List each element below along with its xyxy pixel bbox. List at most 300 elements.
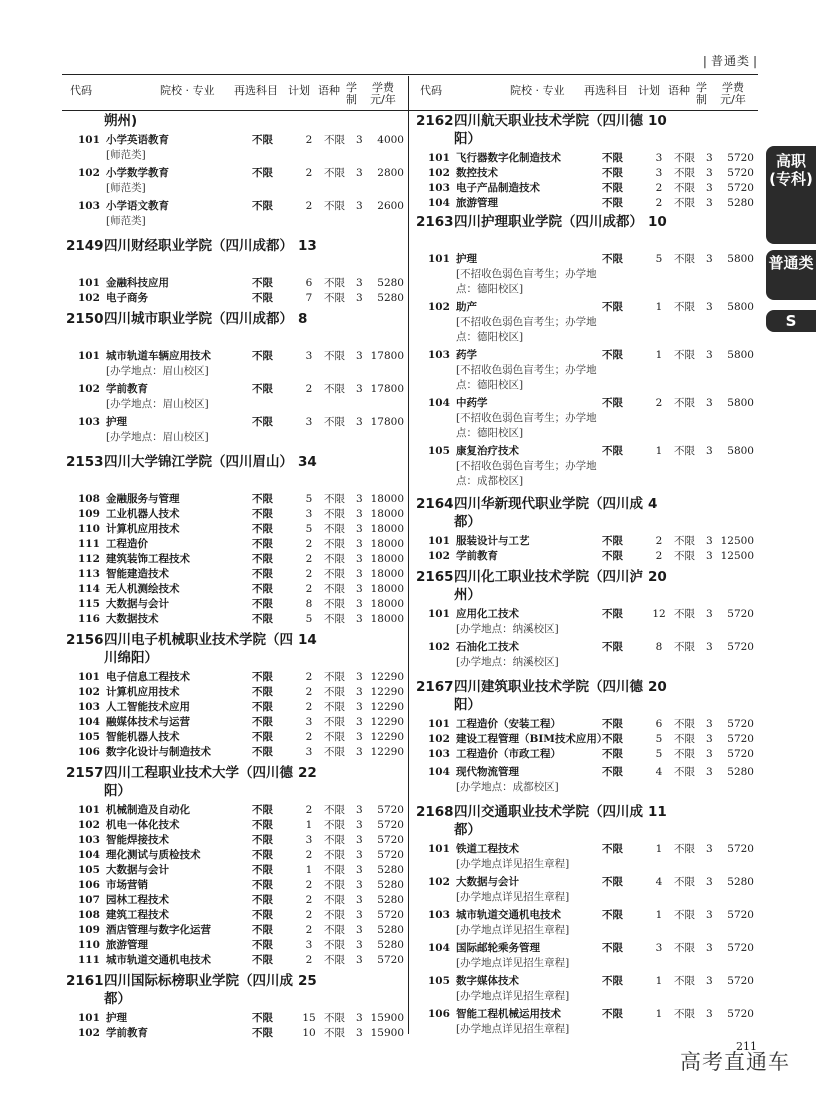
major-code: 103 [428, 909, 450, 921]
major-years: 3 [706, 253, 713, 265]
major-subject: 不限 [252, 686, 273, 698]
major-fee: 5720 [727, 748, 754, 760]
major-plan: 4 [655, 766, 663, 778]
major-years: 3 [356, 924, 363, 936]
major-language: 不限 [674, 876, 695, 888]
major-name: 护理 [456, 253, 477, 265]
major-years: 3 [356, 568, 363, 580]
major-subject: 不限 [252, 523, 273, 535]
major-years: 3 [706, 349, 713, 361]
major-row [416, 549, 754, 564]
major-name: 数字媒体技术 [456, 975, 519, 987]
major-row [416, 348, 754, 363]
major-code: 108 [78, 493, 100, 505]
major-years: 3 [356, 939, 363, 951]
major-name: 旅游管理 [456, 197, 498, 209]
major-name: 无人机测绘技术 [106, 583, 180, 595]
major-years: 3 [706, 641, 713, 653]
major-code: 116 [78, 613, 100, 625]
major-subject: 不限 [602, 942, 623, 954]
major-code: 103 [78, 416, 100, 428]
major-plan: 1 [655, 975, 663, 987]
major-language: 不限 [324, 746, 345, 758]
major-row [66, 863, 404, 878]
major-plan: 1 [655, 301, 663, 313]
institution-code: 2165 [416, 569, 454, 585]
major-subject: 不限 [602, 197, 623, 209]
major-plan: 5 [655, 733, 663, 745]
major-plan: 2 [655, 197, 663, 209]
major-row [66, 415, 404, 430]
major-subject: 不限 [252, 849, 273, 861]
major-code: 105 [78, 731, 100, 743]
major-language: 不限 [324, 493, 345, 505]
institution-name: 四川航天职业技术学院（四川德阳） [454, 113, 643, 147]
major-name: 市场营销 [106, 879, 148, 891]
major-subject: 不限 [252, 553, 273, 565]
major-subject: 不限 [252, 819, 273, 831]
major-fee: 18000 [370, 613, 404, 625]
tab-s[interactable]: S [766, 310, 816, 332]
major-plan: 1 [655, 1008, 663, 1020]
major-fee: 18000 [370, 508, 404, 520]
major-name: 石油化工技术 [456, 641, 519, 653]
major-years: 3 [706, 608, 713, 620]
major-years: 3 [356, 277, 363, 289]
major-code: 103 [78, 834, 100, 846]
major-fee: 5720 [727, 1008, 754, 1020]
major-subject: 不限 [602, 748, 623, 760]
major-row [416, 640, 754, 655]
major-years: 3 [356, 167, 363, 179]
major-row [66, 730, 404, 745]
major-name: 国际邮轮乘务管理 [456, 942, 540, 954]
major-years: 3 [356, 350, 363, 362]
major-years: 3 [706, 301, 713, 313]
major-fee: 5720 [377, 909, 404, 921]
major-plan: 3 [655, 152, 663, 164]
major-language: 不限 [324, 894, 345, 906]
major-language: 不限 [324, 538, 345, 550]
major-plan: 1 [655, 349, 663, 361]
major-fee: 5720 [377, 954, 404, 966]
major-code: 102 [428, 733, 450, 745]
major-plan: 1 [305, 819, 313, 831]
major-code: 101 [428, 843, 450, 855]
header-school: 院校 · 专业 [160, 84, 215, 97]
institution-heading [66, 631, 404, 667]
major-plan: 2 [305, 954, 313, 966]
major-plan: 2 [655, 397, 663, 409]
major-note: [师范类] [106, 215, 146, 227]
major-name: 数控技术 [456, 167, 498, 179]
major-code: 114 [78, 583, 100, 595]
side-tabs [760, 146, 816, 332]
institution-plan: 25 [298, 973, 317, 989]
header-rule [62, 110, 758, 111]
major-years: 3 [356, 909, 363, 921]
header-years: 学制 [696, 81, 707, 106]
major-subject: 不限 [602, 182, 623, 194]
major-code: 101 [78, 277, 100, 289]
major-note: [办学地点：眉山校区] [106, 431, 209, 443]
major-language: 不限 [674, 1008, 695, 1020]
major-plan: 5 [305, 613, 313, 625]
major-subject: 不限 [252, 909, 273, 921]
institution-plan: 10 [648, 113, 667, 129]
institution-name: 四川城市职业学院（四川成都） [104, 311, 293, 327]
major-language: 不限 [324, 804, 345, 816]
major-plan: 5 [655, 253, 663, 265]
institution-heading [416, 678, 754, 714]
header-subject: 再选科目 [234, 84, 278, 97]
major-fee: 5720 [727, 182, 754, 194]
major-fee: 5720 [377, 849, 404, 861]
institution-group [416, 568, 754, 670]
institution-plan: 14 [298, 632, 317, 648]
major-code: 105 [428, 975, 450, 987]
major-fee: 5720 [727, 152, 754, 164]
major-language: 不限 [674, 975, 695, 987]
major-subject: 不限 [252, 671, 273, 683]
major-language: 不限 [674, 942, 695, 954]
major-subject: 不限 [252, 746, 273, 758]
major-language: 不限 [674, 766, 695, 778]
institution-heading [416, 213, 754, 249]
major-name: 电子商务 [106, 292, 148, 304]
major-row [66, 938, 404, 953]
institution-code: 2167 [416, 679, 454, 695]
major-code: 104 [78, 716, 100, 728]
major-fee: 12290 [370, 671, 404, 683]
major-subject: 不限 [252, 954, 273, 966]
major-subject: 不限 [252, 1012, 273, 1024]
major-subject: 不限 [252, 134, 273, 146]
major-language: 不限 [324, 167, 345, 179]
page-number: 211 [736, 1040, 757, 1053]
major-row [416, 974, 754, 989]
major-plan: 3 [305, 350, 313, 362]
major-row [416, 196, 754, 211]
major-name: 机械制造及自动化 [106, 804, 190, 816]
major-fee: 5720 [727, 641, 754, 653]
header-lang: 语种 [318, 84, 340, 97]
major-years: 3 [356, 292, 363, 304]
major-language: 不限 [674, 182, 695, 194]
major-years: 3 [706, 876, 713, 888]
major-row [416, 166, 754, 181]
institution-heading [416, 495, 754, 531]
major-plan: 2 [305, 200, 313, 212]
major-fee: 5280 [377, 924, 404, 936]
major-years: 3 [706, 550, 713, 562]
major-code: 107 [78, 894, 100, 906]
major-fee: 12500 [720, 550, 754, 562]
major-code: 101 [428, 152, 450, 164]
institution-heading [416, 803, 754, 839]
major-name: 工程造价（市政工程） [456, 748, 561, 760]
major-row [416, 151, 754, 166]
major-plan: 8 [655, 641, 663, 653]
major-years: 3 [356, 849, 363, 861]
institution-code: 2150 [66, 311, 104, 327]
major-code: 101 [78, 804, 100, 816]
major-note: [办学地点详见招生章程] [456, 1023, 570, 1035]
major-row [66, 715, 404, 730]
major-language: 不限 [324, 383, 345, 395]
major-row [416, 842, 754, 857]
major-plan: 3 [305, 508, 313, 520]
major-row [416, 396, 754, 411]
major-plan: 5 [305, 493, 313, 505]
major-plan: 2 [655, 182, 663, 194]
major-note: [不招收色弱色盲考生；办学地点：德阳校区] [456, 364, 597, 391]
major-plan: 6 [305, 277, 313, 289]
tab-vocational[interactable]: 高职(专科) [766, 146, 816, 244]
major-note: [师范类] [106, 182, 146, 194]
institution-code: 2156 [66, 632, 104, 648]
major-plan: 3 [305, 716, 313, 728]
major-plan: 1 [655, 909, 663, 921]
major-note: [办学地点：眉山校区] [106, 398, 209, 410]
major-fee: 5280 [377, 879, 404, 891]
major-years: 3 [356, 538, 363, 550]
major-code: 101 [78, 134, 100, 146]
major-code: 102 [428, 641, 450, 653]
major-language: 不限 [324, 731, 345, 743]
institution-heading [416, 568, 754, 604]
major-name: 康复治疗技术 [456, 445, 519, 457]
major-row [416, 941, 754, 956]
header-lang: 语种 [668, 84, 690, 97]
major-years: 3 [706, 909, 713, 921]
major-name: 小学语文教育 [106, 200, 169, 212]
major-years: 3 [356, 200, 363, 212]
major-language: 不限 [324, 277, 345, 289]
major-note: [不招收色弱色盲考生；办学地点：德阳校区] [456, 268, 597, 295]
major-years: 3 [356, 954, 363, 966]
major-language: 不限 [674, 397, 695, 409]
institution-name: 四川工程职业技术大学（四川德阳） [104, 765, 293, 799]
major-name: 智能焊接技术 [106, 834, 169, 846]
major-years: 3 [356, 523, 363, 535]
major-name: 建设工程管理（BIM技术应用） [456, 733, 608, 745]
institution-name: 四川化工职业技术学院（四川泸州） [454, 569, 643, 603]
major-subject: 不限 [252, 416, 273, 428]
major-fee: 5720 [377, 804, 404, 816]
major-row [66, 522, 404, 537]
major-row [66, 803, 404, 818]
institution-name: 四川护理职业学院（四川成都） [454, 214, 643, 230]
major-code: 103 [78, 701, 100, 713]
major-years: 3 [356, 686, 363, 698]
major-years: 3 [706, 197, 713, 209]
institution-group [66, 972, 404, 1041]
major-language: 不限 [674, 349, 695, 361]
major-plan: 2 [655, 550, 663, 562]
major-row [416, 181, 754, 196]
major-note: [不招收色弱色盲考生；办学地点：成都校区] [456, 460, 597, 487]
major-language: 不限 [324, 939, 345, 951]
major-years: 3 [356, 1027, 363, 1039]
major-subject: 不限 [252, 583, 273, 595]
major-code: 102 [78, 686, 100, 698]
major-language: 不限 [324, 523, 345, 535]
major-subject: 不限 [602, 167, 623, 179]
major-code: 103 [428, 748, 450, 760]
major-name: 融媒体技术与运营 [106, 716, 190, 728]
major-subject: 不限 [602, 843, 623, 855]
major-language: 不限 [674, 253, 695, 265]
major-plan: 1 [655, 843, 663, 855]
major-row [416, 607, 754, 622]
major-code: 110 [78, 523, 100, 535]
major-language: 不限 [324, 1027, 345, 1039]
major-fee: 4000 [377, 134, 404, 146]
major-fee: 12500 [720, 535, 754, 547]
major-years: 3 [356, 598, 363, 610]
major-subject: 不限 [602, 1008, 623, 1020]
major-fee: 5280 [727, 197, 754, 209]
major-language: 不限 [324, 200, 345, 212]
major-subject: 不限 [602, 766, 623, 778]
major-fee: 17800 [370, 350, 404, 362]
major-fee: 5720 [727, 975, 754, 987]
major-fee: 5280 [727, 766, 754, 778]
major-years: 3 [706, 766, 713, 778]
major-code: 106 [78, 746, 100, 758]
major-name: 学前教育 [456, 550, 498, 562]
major-fee: 12290 [370, 731, 404, 743]
major-fee: 18000 [370, 523, 404, 535]
major-row [416, 717, 754, 732]
major-language: 不限 [324, 350, 345, 362]
major-fee: 5800 [727, 445, 754, 457]
major-fee: 18000 [370, 553, 404, 565]
major-note: [师范类] [106, 149, 146, 161]
major-subject: 不限 [252, 924, 273, 936]
major-name: 计算机应用技术 [106, 523, 180, 535]
major-name: 园林工程技术 [106, 894, 169, 906]
major-years: 3 [706, 152, 713, 164]
major-name: 小学数学教育 [106, 167, 169, 179]
major-note: [办学地点详见招生章程] [456, 858, 570, 870]
major-code: 101 [428, 535, 450, 547]
major-row [66, 670, 404, 685]
major-name: 酒店管理与数字化运营 [106, 924, 211, 936]
institution-name: 四川国际标榜职业学院（四川成都） [104, 973, 293, 1007]
major-row [66, 552, 404, 567]
major-plan: 2 [305, 909, 313, 921]
major-code: 101 [428, 718, 450, 730]
major-row [66, 582, 404, 597]
major-subject: 不限 [602, 641, 623, 653]
major-fee: 5720 [377, 819, 404, 831]
major-language: 不限 [674, 535, 695, 547]
major-subject: 不限 [252, 731, 273, 743]
major-code: 101 [78, 1012, 100, 1024]
major-language: 不限 [674, 608, 695, 620]
major-name: 数字化设计与制造技术 [106, 746, 211, 758]
major-plan: 2 [305, 804, 313, 816]
major-subject: 不限 [602, 152, 623, 164]
institution-name: 四川电子机械职业技术学院（四川绵阳） [104, 632, 293, 666]
major-code: 111 [78, 954, 100, 966]
major-plan: 3 [655, 167, 663, 179]
major-fee: 5720 [727, 942, 754, 954]
major-language: 不限 [674, 718, 695, 730]
major-plan: 3 [305, 834, 313, 846]
header-years: 学制 [346, 81, 357, 106]
major-plan: 2 [305, 894, 313, 906]
major-fee: 15900 [370, 1027, 404, 1039]
header-code: 代码 [70, 84, 92, 97]
major-row [416, 444, 754, 459]
column-divider [408, 76, 409, 1034]
major-years: 3 [356, 1012, 363, 1024]
major-subject: 不限 [252, 939, 273, 951]
major-fee: 5800 [727, 397, 754, 409]
major-name: 大数据与会计 [106, 864, 169, 876]
major-language: 不限 [324, 686, 345, 698]
major-name: 护理 [106, 416, 127, 428]
major-years: 3 [356, 746, 363, 758]
major-language: 不限 [674, 843, 695, 855]
major-years: 3 [356, 894, 363, 906]
major-row [66, 133, 404, 148]
major-subject: 不限 [252, 701, 273, 713]
major-note: [办学地点：纳溪校区] [456, 656, 559, 668]
major-fee: 5720 [727, 167, 754, 179]
institution-plan: 22 [298, 765, 317, 781]
major-plan: 10 [302, 1027, 316, 1039]
major-code: 105 [78, 864, 100, 876]
major-fee: 5280 [377, 864, 404, 876]
institution-name: 四川华新现代职业学院（四川成都） [454, 496, 643, 530]
institution-plan: 20 [648, 679, 667, 695]
major-code: 106 [428, 1008, 450, 1020]
major-row [66, 597, 404, 612]
institution-code: 2149 [66, 238, 104, 254]
major-row [416, 300, 754, 315]
major-name: 人工智能技术应用 [106, 701, 190, 713]
major-name: 小学英语教育 [106, 134, 169, 146]
tab-general[interactable]: 普通类 [766, 250, 816, 300]
major-subject: 不限 [602, 397, 623, 409]
major-subject: 不限 [252, 894, 273, 906]
major-language: 不限 [324, 1012, 345, 1024]
major-name: 旅游管理 [106, 939, 148, 951]
major-row [416, 765, 754, 780]
major-language: 不限 [674, 301, 695, 313]
major-name: 应用化工技术 [456, 608, 519, 620]
institution-code: 2162 [416, 113, 454, 129]
major-row [66, 953, 404, 968]
major-fee: 5280 [377, 277, 404, 289]
major-name: 建筑装饰工程技术 [106, 553, 190, 565]
institution-heading [66, 112, 404, 130]
category-label: | 普通类 | [703, 52, 758, 69]
institution-heading [416, 112, 754, 148]
major-name: 电子产品制造技术 [456, 182, 540, 194]
institution-code: 2157 [66, 765, 104, 781]
major-language: 不限 [324, 416, 345, 428]
major-fee: 12290 [370, 716, 404, 728]
major-years: 3 [706, 733, 713, 745]
major-plan: 2 [305, 849, 313, 861]
major-years: 3 [706, 397, 713, 409]
major-fee: 18000 [370, 583, 404, 595]
